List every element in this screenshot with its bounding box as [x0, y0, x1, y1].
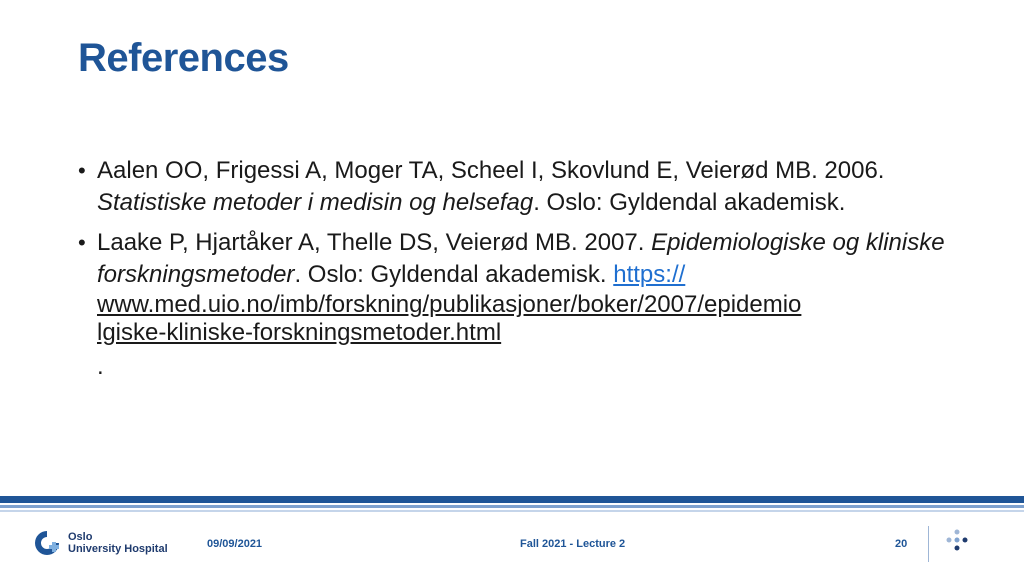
reference-link-middle[interactable]: www.med.uio.no/imb/forskning/publikasjoner/boker/2007/epidemio	[97, 291, 802, 318]
reference-title: Epidemiologiske og kliniske forskningsmetoder	[97, 229, 945, 288]
footer-band-secondary	[0, 505, 1024, 508]
reference-authors: Aalen OO, Frigessi A, Moger TA, Scheel I, Skovlund E, Veierød MB. 2006.	[97, 157, 885, 184]
slide-footer	[0, 520, 1024, 575]
hospital-logo	[32, 528, 168, 558]
footer-date: 09/09/2021	[207, 538, 263, 550]
reference-authors: Laake P, Hjartåker A, Thelle DS, Veierød MB. 2007.	[97, 229, 652, 256]
logo-line-1: Oslo	[68, 531, 93, 543]
footer-divider	[928, 526, 929, 562]
reference-title: Statistiske metoder i medisin og helsefag	[97, 189, 534, 216]
dot-cross-icon	[945, 528, 973, 556]
reference-publisher: . Oslo: Gyldendal akademisk.	[533, 189, 846, 216]
reference-list	[78, 155, 958, 391]
reference-link-end[interactable]: lgiske-kliniske-forskningsmetoder.html	[97, 319, 502, 346]
reference-link-start[interactable]: https://	[613, 261, 686, 288]
slide-title: References	[78, 36, 289, 80]
footer-course: Fall 2021 - Lecture 2	[520, 538, 626, 550]
reference-text	[97, 155, 958, 219]
reference-trailing-period: .	[97, 353, 104, 380]
footer-band-primary	[0, 496, 1024, 503]
bullet-icon: •	[78, 158, 86, 183]
page-number: 20	[895, 538, 908, 550]
logo-line-2: University Hospital	[68, 543, 168, 555]
footer-band-tertiary	[0, 510, 1024, 512]
reference-item	[78, 155, 958, 219]
reference-publisher: . Oslo: Gyldendal akademisk.	[294, 261, 614, 288]
reference-text	[97, 227, 958, 383]
bullet-icon: •	[78, 230, 86, 255]
reference-item	[78, 227, 958, 383]
oslo-university-hospital-logo-icon	[32, 528, 62, 558]
